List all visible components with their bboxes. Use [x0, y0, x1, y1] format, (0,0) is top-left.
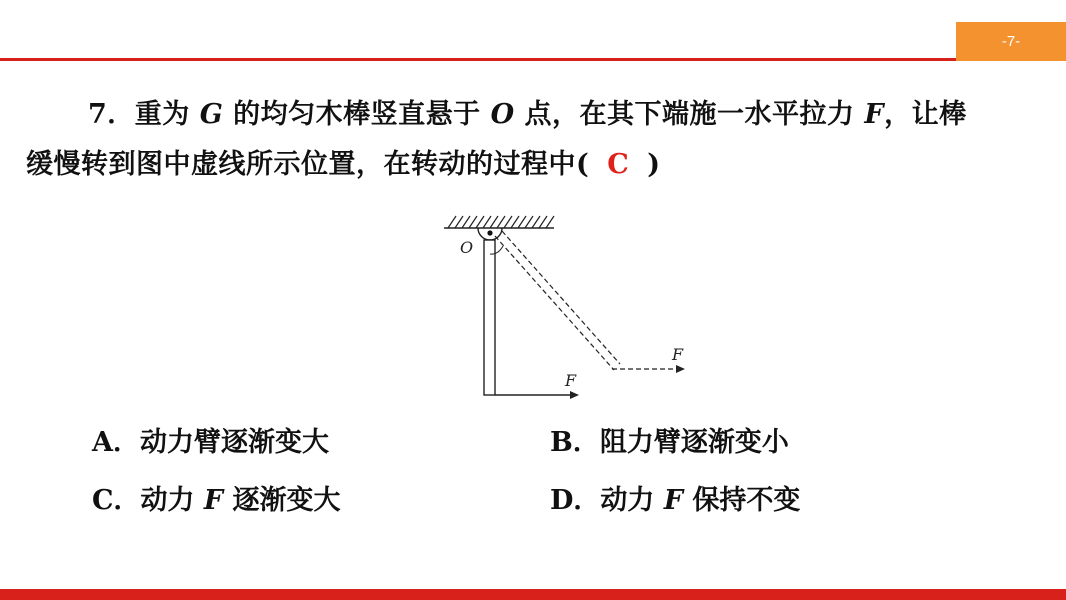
option-c — [92, 478, 340, 517]
option-letter: D — [550, 485, 574, 516]
pivot-point — [487, 230, 492, 235]
question-text-part: ．重为 — [107, 99, 200, 130]
variable-g: G — [199, 99, 224, 130]
variable-f: F — [663, 485, 683, 516]
option-text: ．动力臂逐渐变大 — [112, 427, 329, 458]
option-text: ．动力 — [113, 485, 204, 516]
question-text-part: ，让棒 — [884, 99, 967, 130]
arrowhead — [570, 391, 579, 399]
question-text-part: ) — [647, 149, 661, 180]
option-a — [92, 420, 329, 459]
lever-diagram — [440, 208, 690, 403]
rod-vertical — [484, 240, 495, 395]
answer-letter: C — [607, 149, 630, 180]
option-text: ．动力 — [573, 485, 664, 516]
option-letter: B — [550, 427, 573, 458]
question-text-part: 缓慢转到图中虚线所示位置，在转动的过程中( — [26, 149, 590, 180]
page-number: -7- — [1001, 33, 1021, 50]
question-text-part: 点，在其下端施一水平拉力 — [514, 99, 865, 130]
question-line-2 — [26, 140, 1046, 190]
rod-rotated-edge — [502, 231, 620, 364]
arrowhead — [676, 365, 685, 373]
variable-f: F — [203, 485, 224, 516]
option-d — [550, 478, 800, 517]
label-f-right: F — [672, 345, 684, 364]
question-text-part: 的均匀木棒竖直悬于 — [223, 99, 491, 130]
ceiling-hatching — [448, 216, 554, 228]
option-text: ．阻力臂逐渐变小 — [572, 427, 789, 458]
option-letter: A — [92, 427, 113, 458]
rod-rotated-edge — [495, 236, 614, 370]
question-number: 7 — [88, 99, 108, 130]
option-text: 保持不变 — [683, 485, 801, 516]
question-text — [26, 90, 1046, 190]
option-text: 逐渐变大 — [223, 485, 341, 516]
option-letter: C — [92, 485, 114, 516]
option-b — [550, 420, 789, 459]
question-line-1 — [26, 90, 1046, 140]
header-divider — [0, 58, 956, 61]
label-f-bottom: F — [565, 371, 577, 390]
label-o: O — [460, 238, 474, 257]
footer-bar — [0, 589, 1066, 600]
variable-o: O — [490, 99, 515, 130]
page-number-tab — [956, 22, 1066, 61]
variable-f: F — [864, 99, 885, 130]
